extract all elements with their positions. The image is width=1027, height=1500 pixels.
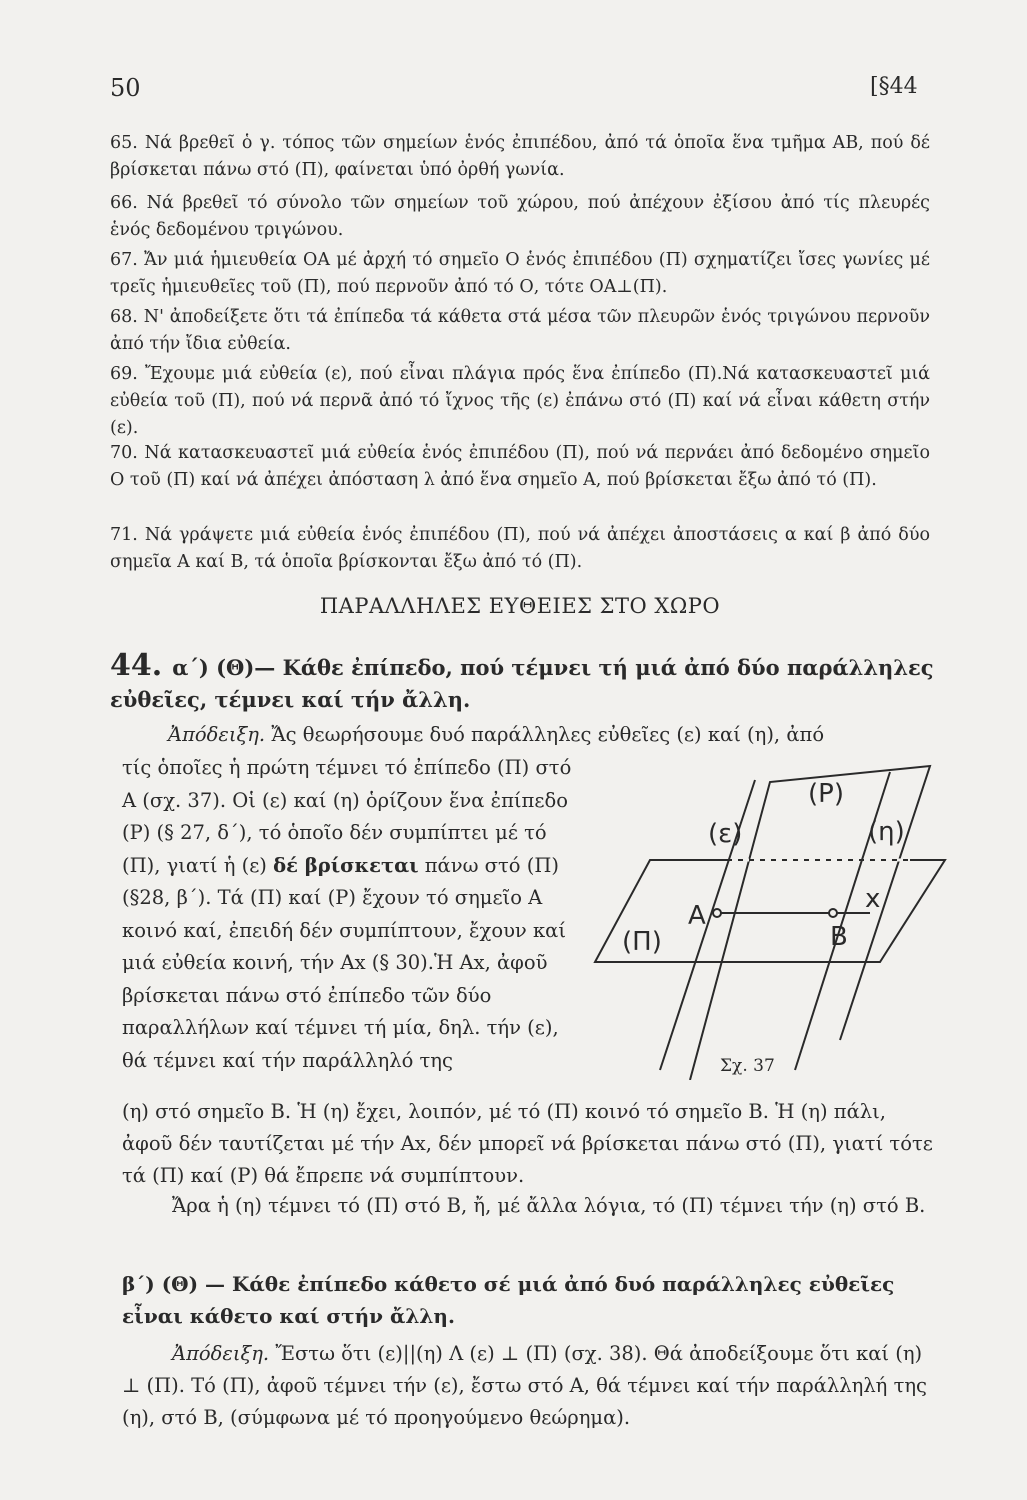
exercise-70: 70. Νά κατασκευαστεῖ μιά εὐθεία ἑνός ἐπιπέδου (Π), πού νά περνάει ἀπό δεδομένο σημεῖο Ο τοῦ (Π) καί νά ἀπέχει ἀπόσταση λ ἀπό ἕνα σημεῖο Α, πού βρίσκεται ἔξω ἀπό τό (Π). xyxy=(110,443,930,490)
exercise-69: 69. Ἔχουμε μιά εὐθεία (ε), πού εἶναι πλάγια πρός ἕνα ἐπίπεδο (Π).Νά κατασκευαστεῖ μιά εὐθεία τοῦ (Π), πού νά περνᾶ ἀπό τό ἴχνος τῆς (ε) ἐπάνω στό (Π) καί νά εἶναι κάθετη στήν (ε). xyxy=(110,364,930,438)
label-ray-x: x xyxy=(865,884,881,914)
section-heading: ΠΑΡΑΛΛΗΛΕΣ ΕΥΘΕΙΕΣ ΣΤΟ ΧΩΡΟ xyxy=(319,594,721,618)
proof-a-wide: (η) στό σημεῖο Β. Ἡ (η) ἔχει, λοιπόν, μέ τό (Π) κοινό τό σημεῖο Β. Ἡ (η) πάλι, ἀφοῦ δέν ταυτίζεται μέ τήν Αx, δέν μπορεῖ νά βρίσκεται πάνω στό (Π), γιατί τότε τά (Π) καί (Ρ) θά ἔπρεπε νά συμπίπτουν. xyxy=(122,1100,933,1187)
label-point-b: Β xyxy=(830,922,848,952)
theorem-b: β΄) (Θ) — Κάθε ἐπίπεδο κάθετο σέ μιά ἀπό δυό παράλληλες εὐθεῖες εἶναι κάθετο καί στήν ἄλλη. xyxy=(122,1272,895,1328)
label-line-e: (ε) xyxy=(708,819,743,849)
point-a-dot xyxy=(713,909,721,917)
figure-caption: Σχ. 37 xyxy=(720,1056,775,1076)
proof-b xyxy=(122,1338,942,1434)
proof-a-first-text: Ἄς θεωρήσουμε δυό παράλληλες εὐθεῖες (ε) καί (η), ἀπό xyxy=(265,723,825,746)
proof-a-narrow-2: πάνω στό (Π) (§28, β΄). Τά (Π) καί (Ρ) ἔχουν τό σημεῖο Α κοινό καί, ἐπειδή δέν συμπίπτουν, ἔχουν καί μιά εὐθεία κοινή, τήν Αx (§ 30).Ἡ Αx, ἀφοῦ βρίσκεται πάνω στό ἐπίπεδο τῶν δύο παραλλήλων καί τέμνει τή μία, δηλ. τήν (ε), θά τέμνει καί τήν παράλληλό της xyxy=(122,853,566,1072)
proof-a-label: Ἀπόδειξη. xyxy=(168,723,266,746)
figure-37 xyxy=(590,760,955,1080)
proof-a-narrow-1: τίς ὁποῖες ἡ πρώτη τέμνει τό ἐπίπεδο (Π) στό Α (σχ. 37). Οἱ (ε) καί (η) ὁρίζουν ἕνα ἐπίπεδο (Ρ) (§ 27, δ΄), τό ὁποῖο δέν συμπίπτει μέ τό (Π), γιατί ἡ (ε) xyxy=(122,756,572,877)
section-reference: [§44 xyxy=(870,74,918,99)
plane-p-outline xyxy=(690,766,930,1080)
exercise-65: 65. Νά βρεθεῖ ὁ γ. τόπος τῶν σημείων ἑνός ἐπιπέδου, ἀπό τά ὁποῖα ἕνα τμῆμα ΑΒ, πού δέ βρίσκεται πάνω στό (Π), φαίνεται ὑπό ὀρθή γωνία. xyxy=(110,133,930,180)
label-line-h: (η) xyxy=(868,817,905,847)
proof-b-label: Ἀπόδειξη. xyxy=(172,1342,270,1365)
exercise-67: 67. Ἄν μιά ἡμιευθεία ΟΑ μέ ἀρχή τό σημεῖο Ο ἑνός ἐπιπέδου (Π) σχηματίζει ἴσες γωνίες μέ τρεῖς ἡμιευθεῖες τοῦ (Π), πού περνοῦν ἀπό τό Ο, τότε ΟΑ⊥(Π). xyxy=(110,250,930,297)
point-b-dot xyxy=(829,909,837,917)
exercise-66: 66. Νά βρεθεῖ τό σύνολο τῶν σημείων τοῦ χώρου, πού ἀπέχουν ἐξίσου ἀπό τίς πλευρές ἑνός δεδομένου τριγώνου. xyxy=(110,193,930,240)
theorem-number: 44. xyxy=(110,648,163,683)
page-number: 50 xyxy=(110,74,141,102)
proof-b-text: Ἔστω ὅτι (ε)||(η) Λ (ε) ⊥ (Π) (σχ. 38). Θά ἀποδείξουμε ὅτι καί (η) ⊥ (Π). Τό (Π), ἀφοῦ τέμνει τήν (ε), ἔστω στό Α, θά τέμνει καί τήν παράλληλή της (η), στό Β, (σύμφωνα μέ τό προηγούμενο θεώρημα). xyxy=(122,1342,927,1429)
theorem-a xyxy=(110,650,940,716)
proof-a-conclusion: Ἄρα ἡ (η) τέμνει τό (Π) στό Β, ἤ, μέ ἄλλα λόγια, τό (Π) τέμνει τήν (η) στό Β. xyxy=(172,1194,926,1217)
exercise-71: 71. Νά γράψετε μιά εὐθεία ἑνός ἐπιπέδου (Π), πού νά ἀπέχει ἀποστάσεις α καί β ἀπό δύο σημεῖα Α καί Β, τά ὁποῖα βρίσκονται ἔξω ἀπό τό (Π). xyxy=(110,525,930,572)
label-plane-pi: (Π) xyxy=(622,927,662,957)
label-plane-p: (Ρ) xyxy=(808,779,844,809)
exercise-68: 68. Ν' ἀποδείξετε ὅτι τά ἐπίπεδα τά κάθετα στά μέσα τῶν πλευρῶν ἑνός τριγώνου περνοῦν ἀπό τήν ἴδια εὐθεία. xyxy=(110,307,930,354)
theorem-a-text: α΄) (Θ)— Κάθε ἐπίπεδο, πού τέμνει τή μιά ἀπό δύο παράλληλες εὐθεῖες, τέμνει καί τήν ἄλλη. xyxy=(110,655,934,712)
proof-a-bold-phrase: δέ βρίσκεται xyxy=(273,853,419,877)
proof-a-first-line xyxy=(168,719,938,750)
proof-a-narrow xyxy=(122,752,572,1077)
label-point-a: Α xyxy=(688,901,706,931)
